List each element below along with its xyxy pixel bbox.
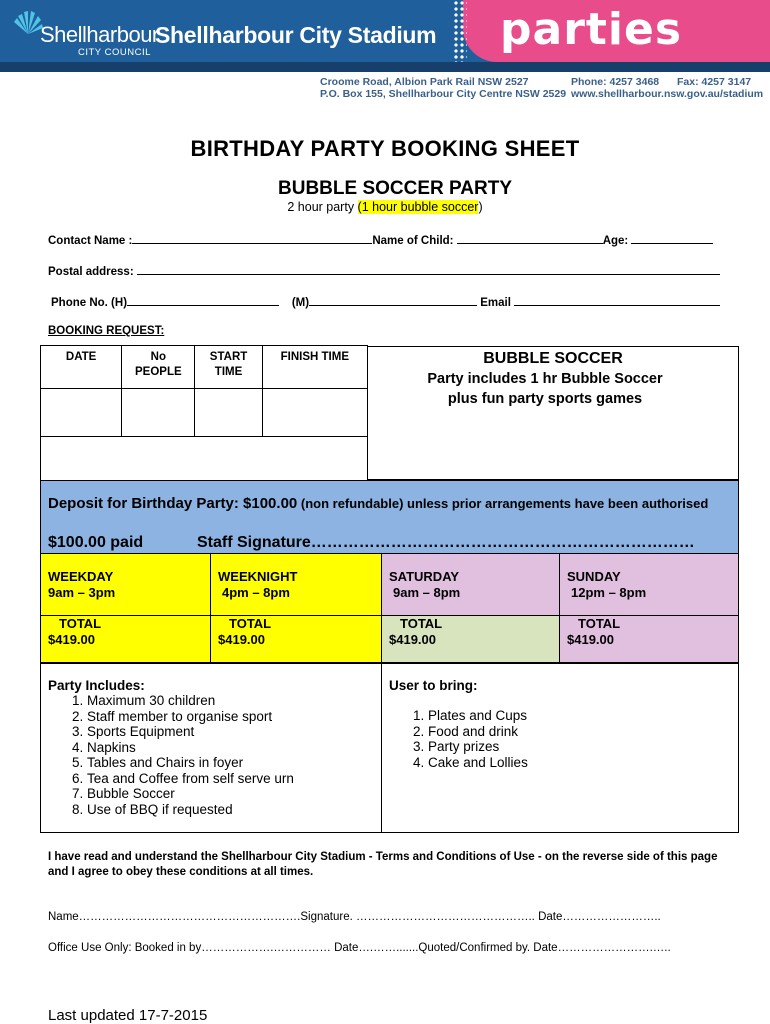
email-field[interactable] [514, 294, 720, 306]
col-start-label: START TIME [209, 351, 248, 378]
age-label: Age: [602, 235, 629, 247]
include-item: 2. Staff member to organise sport [87, 709, 381, 725]
slot-total-saturday [381, 615, 560, 663]
bring-heading: User to bring: [389, 678, 478, 693]
phone-row [51, 294, 720, 309]
booking-heading: BOOKING REQUEST: [48, 325, 165, 337]
slot-day: SATURDAY [389, 569, 460, 584]
duration-highlight: (1 hour bubble soccer [357, 200, 479, 214]
council-name: Shellharbour [40, 22, 159, 47]
bring-item: 2. Food and drink [428, 724, 738, 740]
postal-label: Postal address: [48, 266, 134, 278]
include-item: 4. Napkins [87, 740, 381, 756]
phone-mobile-field[interactable] [309, 294, 477, 306]
include-item: 7. Bubble Soccer [87, 786, 381, 802]
deposit-amount: Deposit for Birthday Party: $100.00 [48, 495, 298, 512]
postal-row [48, 263, 720, 278]
terms-agreement: I have read and understand the Shellharbour City Stadium - Terms and Conditions of Use - on the reverse side of this page and I agree to obey these conditions at all times. [48, 851, 718, 878]
contact-row [48, 232, 713, 247]
phone-mobile-label: (M) [291, 297, 310, 309]
address-line-1: Croome Road, Albion Park Rail NSW 2527 [320, 76, 529, 88]
col-date: DATE [41, 346, 122, 389]
party-type: BUBBLE SOCCER PARTY [278, 178, 512, 199]
package-title: BUBBLE SOCCER [483, 350, 623, 367]
age-field[interactable] [631, 232, 713, 244]
include-item: 5. Tables and Chairs in foyer [87, 755, 381, 771]
page-title: BIRTHDAY PARTY BOOKING SHEET [190, 136, 580, 161]
slot-total-weeknight [210, 615, 382, 663]
people-input-cell[interactable] [122, 389, 195, 437]
total-price: $419.00 [389, 632, 436, 647]
duration-text: 2 hour party [287, 200, 358, 214]
slot-time: 12pm – 8pm [571, 585, 647, 600]
bring-item: 4. Cake and Lollies [428, 755, 738, 771]
total-label: TOTAL [59, 616, 102, 631]
package-line-2: plus fun party sports games [447, 391, 643, 407]
col-people [122, 346, 195, 389]
last-updated: Last updated 17-7-2015 [48, 1007, 208, 1024]
phone-number: Phone: 4257 3468 [571, 76, 660, 88]
party-includes-box [40, 663, 382, 833]
slot-time: 9am – 3pm [48, 585, 116, 600]
includes-list [41, 693, 381, 817]
phone-home-label: Phone No. (H) [51, 297, 128, 309]
slot-day: WEEKNIGHT [218, 569, 298, 584]
slot-day: SUNDAY [567, 569, 621, 584]
include-item: 6. Tea and Coffee from self serve urn [87, 771, 381, 787]
col-people-label: No PEOPLE [135, 351, 182, 378]
total-price: $419.00 [218, 632, 265, 647]
phone-home-field[interactable] [127, 294, 279, 306]
slot-weekday [40, 553, 211, 616]
office-use-line: Office Use Only: Booked in by……………….…………… Date….…….......Quoted/Confirmed by. Date…………………….….. [48, 942, 671, 954]
slot-time: 9am – 8pm [393, 585, 461, 600]
start-input-cell[interactable] [195, 389, 262, 437]
venue-name: Shellharbour City Stadium [155, 22, 437, 48]
bring-item: 1. Plates and Cups [428, 708, 738, 724]
include-item: 8. Use of BBQ if requested [87, 802, 381, 818]
user-bring-box [381, 663, 739, 833]
staff-signature[interactable]: Staff Signature……………………………………………………………… [197, 534, 695, 551]
address-line-2: P.O. Box 155, Shellharbour City Centre NSW 2529 [320, 88, 567, 100]
slot-day: WEEKDAY [48, 569, 114, 584]
package-box [367, 346, 739, 480]
slot-total-weekday [40, 615, 211, 663]
slot-saturday [381, 553, 560, 616]
slot-total-sunday [559, 615, 739, 663]
includes-heading: Party Includes: [48, 678, 145, 693]
package-line-1: Party includes 1 hr Bubble Soccer [427, 371, 663, 387]
deposit-note: (non refundable) unless prior arrangements have been authorised [297, 496, 709, 511]
header-stripe [0, 62, 770, 72]
duration-close: ) [478, 200, 483, 214]
col-finish: FINISH TIME [262, 346, 367, 389]
website-link[interactable]: www.shellharbour.nsw.gov.au/stadium [571, 88, 764, 100]
contact-label: Contact Name : [48, 235, 133, 247]
include-item: 1. Maximum 30 children [87, 693, 381, 709]
postal-address-field[interactable] [137, 263, 720, 275]
total-label: TOTAL [578, 616, 621, 631]
deposit-info [48, 495, 708, 512]
council-subtitle: CITY COUNCIL [78, 47, 151, 58]
parties-label: parties [500, 4, 683, 55]
email-label: Email [480, 297, 511, 309]
slot-time: 4pm – 8pm [222, 585, 290, 600]
slot-weeknight [210, 553, 382, 616]
total-label: TOTAL [400, 616, 443, 631]
signature-line[interactable]: Name………………………………………………….Signature. ……………………………………….. Date…………………….. [48, 911, 661, 923]
col-start [195, 346, 262, 389]
total-price: $419.00 [567, 632, 614, 647]
total-label: TOTAL [229, 616, 272, 631]
bring-list [382, 708, 738, 770]
booking-notes-cell[interactable] [41, 437, 368, 482]
slot-sunday [559, 553, 739, 616]
include-item: 3. Sports Equipment [87, 724, 381, 740]
party-duration [0, 200, 770, 214]
booking-table [40, 345, 368, 482]
bring-item: 3. Party prizes [428, 739, 738, 755]
date-input-cell[interactable] [41, 389, 122, 437]
fax-number: Fax: 4257 3147 [677, 76, 752, 88]
child-name-field[interactable] [457, 232, 603, 244]
deposit-paid: $100.00 paid [48, 534, 144, 551]
child-label: Name of Child: [372, 235, 454, 247]
contact-name-field[interactable] [132, 232, 372, 244]
dotted-edge [453, 0, 467, 62]
total-price: $419.00 [48, 632, 95, 647]
